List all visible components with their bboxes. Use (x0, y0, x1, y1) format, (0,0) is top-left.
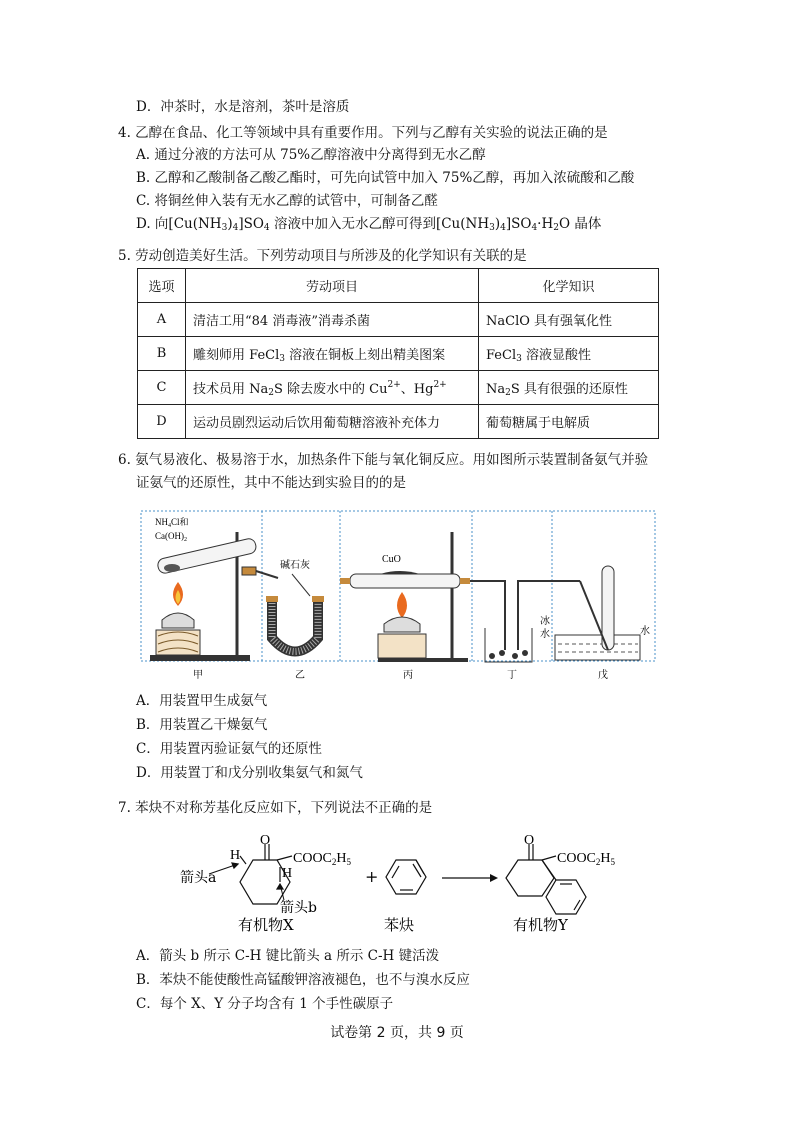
svg-text:H: H (282, 866, 293, 881)
q4-option-c: C. 将铜丝伸入装有无水乙醇的试管中，可制备乙醛 (136, 193, 438, 209)
table-row (138, 405, 659, 439)
row-item: 技术员用 $Na_2S$ 除去废水中的 $Cu^{2+}$、$Hg^{2+}$ (186, 371, 479, 405)
row-item: 运动员剧烈运动后饮用葡萄糖溶液补充体力 (186, 405, 479, 439)
row-knowledge: 葡萄糖属于电解质 (479, 405, 659, 439)
label-wu: 戊 (598, 670, 608, 681)
svg-text:H: H (230, 848, 241, 863)
row-option: B (138, 337, 186, 371)
header-item: 劳动项目 (186, 269, 479, 303)
svg-text:O: O (524, 833, 535, 848)
header-option: 选项 (138, 269, 186, 303)
q6-option-a: A．用装置甲生成氨气 (136, 693, 268, 709)
q6-apparatus-figure (140, 510, 658, 682)
compound-x (209, 844, 292, 904)
svg-text:碱石灰: 碱石灰 (280, 560, 310, 571)
svg-text:Ca(OH)2: $Ca(OH)_2$ (155, 531, 187, 543)
y-ester-group: $COOC_2H_5$ (557, 851, 616, 867)
row-item: 雕刻师用 FeCl$_3$ 溶液在铜板上刻出精美图案 (186, 337, 479, 371)
q7-reaction-scheme (180, 832, 640, 934)
q4-stem: 4. 乙醇在食品、化工等领域中具有重要作用。下列与乙醇有关实验的说法正确的是 (118, 125, 608, 141)
table-row (138, 371, 659, 405)
svg-text:CuO: CuO (382, 554, 401, 565)
svg-text:O: O (260, 833, 271, 848)
label-bing: 丙 (403, 670, 413, 681)
row-option: C (138, 371, 186, 405)
row-option: A (138, 303, 186, 337)
row-knowledge: $Na_2S$ 具有很强的还原性 (479, 371, 659, 405)
apparatus-ding (470, 581, 580, 662)
q5-stem: 5. 劳动创造美好生活。下列劳动项目与所涉及的化学知识有关联的是 (118, 248, 527, 264)
arrow-b-label: 箭头b (280, 900, 317, 916)
table-row (138, 337, 659, 371)
svg-text:水: 水 (640, 626, 650, 637)
q3-option-d: D．冲茶时，水是溶剂，茶叶是溶质 (136, 99, 350, 115)
table-row (138, 303, 659, 337)
q6-option-d: D．用装置丁和戊分别收集氨气和氮气 (136, 765, 363, 781)
q6-option-c: C．用装置丙验证氨气的还原性 (136, 741, 322, 757)
svg-text:水: 水 (540, 629, 550, 640)
q4-option-d: D. 向$[Cu(NH_3)_4]SO_4$ 溶液中加入无水乙醇可得到$[Cu(NH_3)_4]SO_4\cdot H_2O$ 晶体 (136, 216, 602, 233)
q5-table (137, 268, 659, 439)
x-name: 有机物X (238, 916, 294, 934)
benzyne-structure (386, 860, 426, 894)
q7-option-c: C．每个 X、Y 分子均含有 1 个手性碳原子 (136, 996, 394, 1012)
label-ding: 丁 (507, 670, 517, 681)
x-ester-group: $COOC_2H_5$ (293, 851, 352, 867)
svg-text:NH4Cl和: $NH_4Cl$和 (155, 517, 189, 529)
label-yi: 乙 (295, 670, 305, 681)
q6-stem-line1: 6. 氨气易液化、极易溶于水，加热条件下能与氧化铜反应。用如图所示装置制备氨气并验 (118, 452, 649, 468)
benzyne-name: 苯炔 (384, 916, 415, 934)
q7-option-b: B．苯炔不能使酸性高锰酸钾溶液褪色，也不与溴水反应 (136, 972, 470, 988)
q4-option-b: B. 乙醇和乙酸制备乙酸乙酯时，可先向试管中加入 75%乙醇，再加入浓硫酸和乙酸 (136, 170, 635, 186)
q7-stem: 7. 苯炔不对称芳基化反应如下，下列说法不正确的是 (118, 800, 433, 816)
apparatus-bing (340, 532, 470, 662)
arrow-a-label: 箭头a (180, 870, 217, 886)
row-option: D (138, 405, 186, 439)
apparatus-jia (150, 517, 278, 661)
label-jia: 甲 (193, 670, 203, 681)
page-footer: 试卷第 2 页，共 9 页 (330, 1025, 464, 1041)
q4-option-a: A. 通过分液的方法可从 75%乙醇溶液中分离得到无水乙醇 (136, 147, 486, 163)
q6-stem-line2: 证氨气的还原性，其中不能达到实验目的的是 (136, 475, 406, 491)
row-knowledge: FeCl$_3$ 溶液显酸性 (479, 337, 659, 371)
svg-text:冰: 冰 (540, 616, 550, 627)
row-knowledge: NaClO 具有强氧化性 (479, 303, 659, 337)
row-item: 清洁工用“84 消毒液”消毒杀菌 (186, 303, 479, 337)
apparatus-yi (266, 558, 324, 652)
q6-option-b: B．用装置乙干燥氨气 (136, 717, 268, 733)
y-name: 有机物Y (513, 916, 568, 934)
plus-sign: + (365, 867, 379, 886)
header-knowledge: 化学知识 (479, 269, 659, 303)
table-header-row (138, 269, 659, 303)
q7-option-a: A．箭头 b 所示 C-H 键比箭头 a 所示 C-H 键活泼 (136, 948, 440, 964)
